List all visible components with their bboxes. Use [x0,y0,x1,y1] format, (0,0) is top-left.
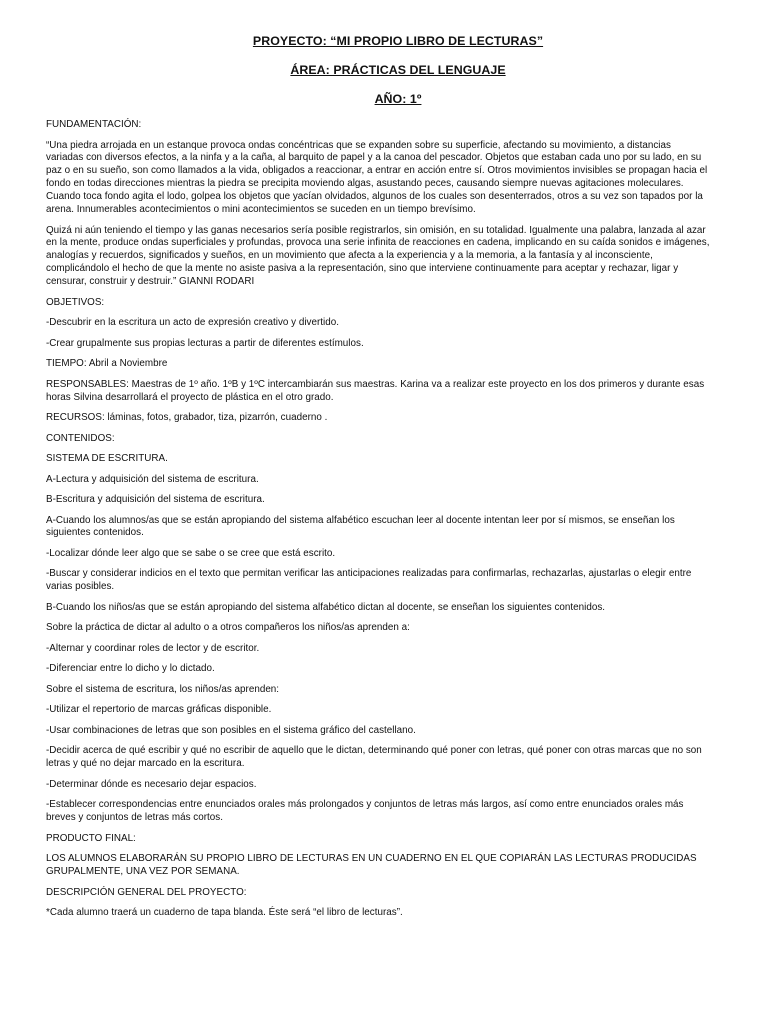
content-paragraph: B-Cuando los niños/as que se están apropiando del sistema alfabético dictan al docente, se enseñan los siguientes contenidos. [46,601,606,613]
responsables-paragraph: RESPONSABLES: Maestras de 1º año. 1ºB y 1ºC intercambiarán sus maestras. Karina va a realizar este proyecto en los dos primeros y durante esas horas Silvina desarrollará el proyecto de plástica en el otro grado. [46,378,705,403]
content-item: -Buscar y considerar indicios en el texto que permitan verificar las anticipaciones realizadas para confirmarlas, rechazarlas, ajustarlas o elegir entre varias posibles. [46,568,692,593]
content-paragraph: Sobre el sistema de escritura, los niños/as aprenden: [46,683,280,695]
content-paragraph: Sobre la práctica de dictar al adulto o a otros compañeros los niños/as aprenden a: [46,622,410,634]
section-heading-fundamentacion: FUNDAMENTACIÓN: [46,119,142,130]
content-item: -Decidir acerca de qué escribir y qué no escribir de aquello que le dictan, determinando qué poner con letras, qué poner con otras marcas que no son letras y qué no dejar marcado en la escritura. [46,745,702,770]
descripcion-item: *Cada alumno traerá un cuaderno de tapa blanda. Éste será “el libro de lecturas”. [46,907,403,919]
quote-paragraph-2: Quizá ni aún teniendo el tiempo y las ganas necesarios sería posible registrarlos, sin omisión, en su totalidad. Igualmente una palabra, lanzada al azar en la mente, produce ondas superficiales y profundas, provoca una serie infinita de reacciones en cadena, implicando en su caída sonidos e imágenes, analogías y recuerdos, significados y sueños, en un movimiento que afecta a la experiencia y a la memoria, a la fantasía y al inconsciente, complicándolo el hecho de que la mente no asiste pasiva a la representación, sino que interviene continuamente para aceptar y rechazar, ligar y censurar, construir y destruir.” GIANNI RODARI [46,224,710,288]
content-item: -Determinar dónde es necesario dejar espacios. [46,778,257,790]
objective-item: -Descubrir en la escritura un acto de expresión creativo y divertido. [46,317,340,329]
quote-paragraph-1: “Una piedra arrojada en un estanque provoca ondas concéntricas que se expanden sobre su superficie, afectando su movimiento, a distancias variadas con diversos efectos, a la ninfa y a la caña, al barquito de papel y a la canoa del pescador. Objetos que estaban cada uno por su lado, en su paz o en su sueño, son como llamados a la vida, obligados a reaccionar, a entrar en acción entre sí. Otros movimientos invisibles se propagan hacia el fondo en todas direcciones mientras la piedra se precipita moviendo algas, asustando peces, causando siempre nuevas agitaciones moleculares. Cuando toca fondo agita el lodo, golpea los objetos que yacían olvidados, algunos de los cuales son desenterrados, otros a su vez son tapados por la arena. Innumerables acontecimientos o mini acontecimientos se suceden en un tiempo brevísimo. [46,139,708,216]
content-item: B-Escritura y adquisición del sistema de escritura. [46,494,265,506]
project-title: PROYECTO: “MI PROPIO LIBRO DE LECTURAS” [252,34,544,48]
document-body [46,119,710,920]
recursos-paragraph: RECURSOS: láminas, fotos, grabador, tiza, pizarrón, cuaderno . [46,412,328,424]
section-heading-producto-final: PRODUCTO FINAL: [46,832,136,844]
content-paragraph: A-Cuando los alumnos/as que se están apropiando del sistema alfabético escuchan leer al docente intentan leer por sí mismos, se enseñan los siguientes contenidos. [46,514,675,539]
content-item: -Diferenciar entre lo dicho y lo dictado. [46,663,215,675]
producto-final-paragraph: LOS ALUMNOS ELABORARÁN SU PROPIO LIBRO DE LECTURAS EN UN CUADERNO EN EL QUE COPIARÁN LAS LECTURAS PRODUCIDAS GRUPALMENTE, UNA VEZ POR SEMANA. [46,853,697,878]
tiempo-paragraph: TIEMPO: Abril a Noviembre [46,358,168,370]
content-item: -Establecer correspondencias entre enunciados orales más prolongados y conjuntos de letras más largos, así como entre enunciados orales más breves y conjuntos de letras más cortos. [46,799,684,824]
year-title: AÑO: 1º [374,92,422,106]
subheading-sistema-escritura: SISTEMA DE ESCRITURA. [46,453,168,465]
content-item: -Alternar y coordinar roles de lector y de escritor. [46,642,260,654]
section-heading-contenidos: CONTENIDOS: [46,432,115,444]
section-heading-objetivos: OBJETIVOS: [46,296,105,308]
content-item: -Utilizar el repertorio de marcas gráficas disponible. [46,704,272,716]
section-heading-descripcion: DESCRIPCIÓN GENERAL DEL PROYECTO: [46,886,247,898]
objective-item: -Crear grupalmente sus propias lecturas a partir de diferentes estímulos. [46,337,364,349]
content-item: -Localizar dónde leer algo que se sabe o se cree que está escrito. [46,547,336,559]
area-title: ÁREA: PRÁCTICAS DEL LENGUAJE [290,63,506,77]
content-item: -Usar combinaciones de letras que son posibles en el sistema gráfico del castellano. [46,724,416,736]
content-item: A-Lectura y adquisición del sistema de escritura. [46,473,259,485]
